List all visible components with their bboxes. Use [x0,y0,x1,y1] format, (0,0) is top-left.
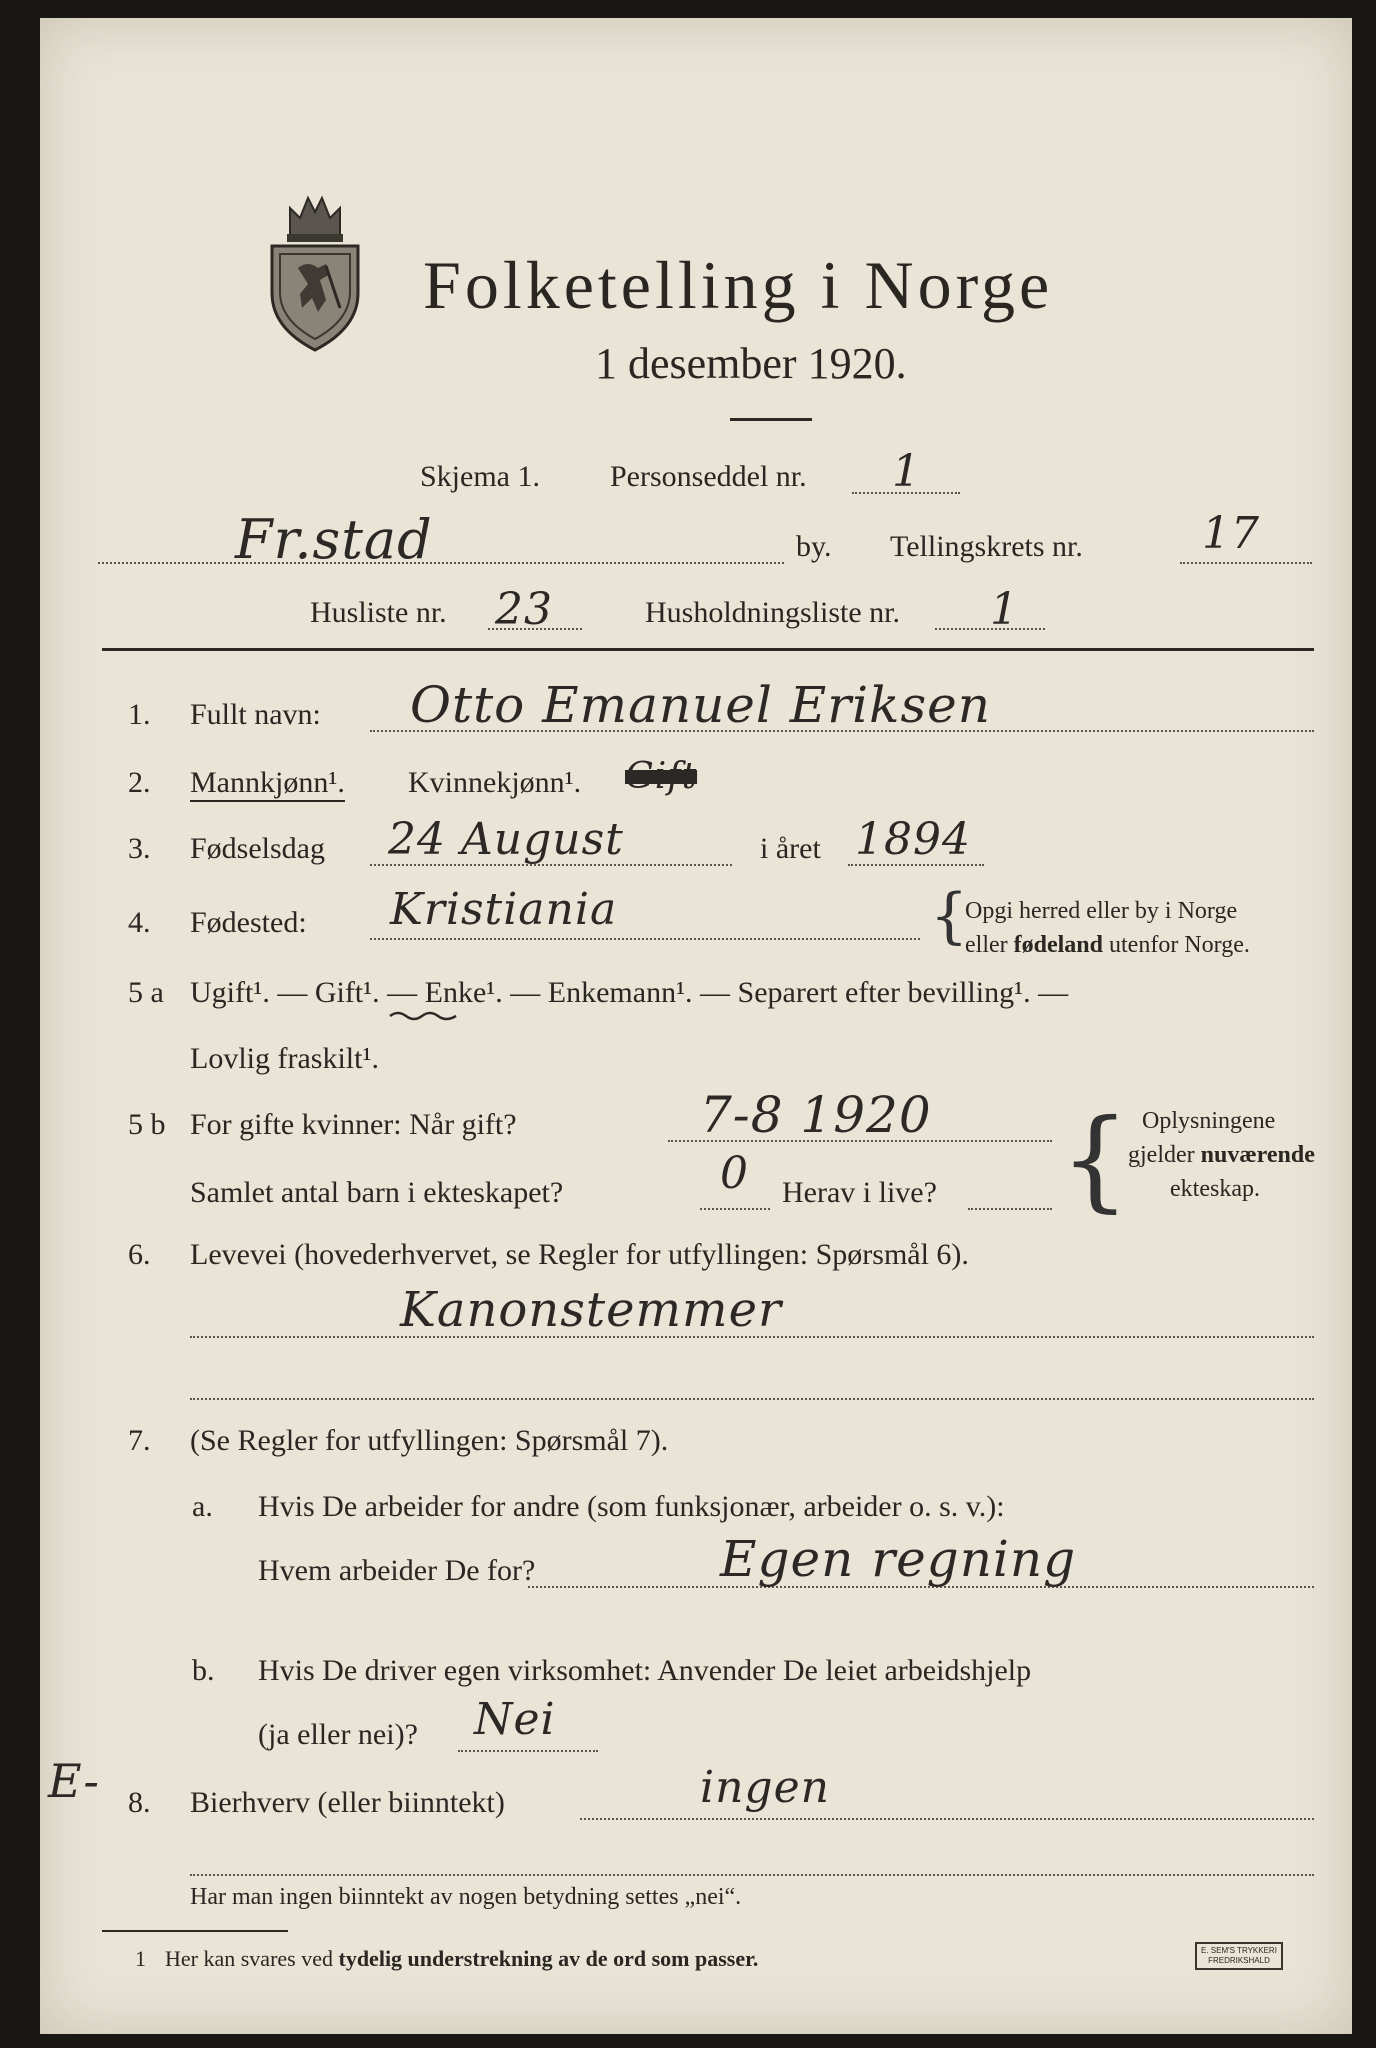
q5a-options: Ugift¹. — Gift¹. — Enke¹. — Enkemann¹. — Separert efter bevilling¹. — [190,976,1069,1009]
q5a-number: 5 a [128,976,164,1009]
husliste-label: Husliste nr. [310,596,447,629]
header-rule [102,648,1314,651]
q4-line [370,938,920,940]
q7a-letter: a. [192,1490,213,1523]
q4-label: Fødested: [190,906,307,939]
q4-brace: { [930,881,969,951]
q4-value: Kristiania [390,884,618,935]
q7a-line1: Hvis De arbeider for andre (som funksjonær, arbeider o. s. v.): [258,1490,1005,1523]
q6-line2 [190,1398,1314,1400]
tellingskrets-line [1180,562,1312,564]
footnote-rule [102,1930,288,1932]
q5b-number: 5 b [128,1108,166,1141]
tellingskrets-value: 17 [1202,508,1260,559]
q3-year-value: 1894 [855,814,971,865]
q1-label: Fullt navn: [190,698,321,731]
q5a-gift-underline [388,1008,460,1024]
q5b-married-value: 7-8 1920 [700,1086,932,1144]
footnote-text: Her kan svares ved tydelig understrekning av de ord som passer. [165,1946,759,1971]
q1-number: 1. [128,698,151,731]
q5a-options-cont: Lovlig fraskilt¹. [190,1042,379,1075]
q8-value: ingen [700,1762,830,1813]
q8-line1 [580,1818,1314,1820]
town-value: Fr.stad [235,508,433,571]
q5b-children-value: 0 [720,1148,749,1199]
tellingskrets-label: Tellingskrets nr. [890,530,1083,563]
printer-stamp [1195,1942,1283,1970]
husholdning-label: Husholdningsliste nr. [645,596,901,629]
q7-label: (Se Regler for utfyllingen: Spørsmål 7). [190,1424,669,1457]
q2-struck-word: Gift [625,756,698,797]
printer-line2: FREDRIKSHALD [1208,1956,1270,1965]
q6-number: 6. [128,1238,151,1271]
q6-label: Levevei (hovederhvervet, se Regler for utfyllingen: Spørsmål 6). [190,1238,969,1271]
printer-line1: E. SEM'S TRYKKERI [1201,1946,1277,1955]
q2-female-option: Kvinnekjønn¹. [408,766,582,799]
q8-label: Bierhverv (eller biinntekt) [190,1786,505,1819]
q8-note: Har man ingen biinntekt av nogen betydning settes „nei“. [190,1884,742,1910]
census-form-page [40,18,1352,2034]
q7b-value: Nei [474,1694,556,1745]
form-title: Folketelling i Norge [423,247,1054,323]
q3-label: Fødselsdag [190,832,325,865]
coat-of-arms-icon [260,188,370,358]
q8-line2 [190,1874,1314,1876]
q3-number: 3. [128,832,151,865]
q7b-letter: b. [192,1654,215,1687]
q4-number: 4. [128,906,151,939]
q4-note-line1: Opgi herred eller by i Norge [965,898,1238,924]
q5b-note-line1: Oplysningene [1142,1108,1276,1134]
q7b-line1: Hvis De driver egen virksomhet: Anvender De leiet arbeidshjelp [258,1654,1032,1687]
q5b-label-married: For gifte kvinner: Når gift? [190,1108,517,1141]
q3-value: 24 August [388,814,624,865]
form-date: 1 desember 1920. [595,339,907,388]
q7b-line2: (ja eller nei)? [258,1718,418,1751]
q2-number: 2. [128,766,151,799]
q8-margin-mark: E- [48,1754,100,1808]
husholdning-value: 1 [990,584,1019,635]
q6-value: Kanonstemmer [400,1282,782,1338]
q5b-note-line3: ekteskap. [1170,1176,1260,1202]
town-line [98,562,784,564]
skjema-label: Skjema 1. [420,460,540,493]
q7-number: 7. [128,1424,151,1457]
q4-note-line2: eller fødeland utenfor Norge. [965,932,1250,958]
q5b-label-children: Samlet antal barn i ekteskapet? [190,1176,564,1209]
personseddel-label: Personseddel nr. [610,460,807,493]
q5b-brace: { [1060,1095,1130,1223]
q2-male-option: Mannkjønn¹. [190,766,345,802]
q1-value: Otto Emanuel Eriksen [410,676,991,734]
footnote-marker: 1 [135,1946,146,1971]
q7b-line [458,1750,598,1752]
q5b-label-alive: Herav i live? [782,1176,937,1209]
q7a-value: Egen regning [720,1530,1077,1588]
personseddel-value: 1 [892,446,921,497]
q7a-line2: Hvem arbeider De for? [258,1554,536,1587]
q8-number: 8. [128,1786,151,1819]
q3-year-label: i året [760,832,821,865]
title-divider [730,418,812,421]
husliste-value: 23 [495,584,553,635]
q5b-alive-line [968,1208,1052,1210]
q5b-children-line [700,1208,770,1210]
q5b-note-line2: gjelder nuværende [1128,1142,1315,1168]
by-label: by. [796,530,832,563]
